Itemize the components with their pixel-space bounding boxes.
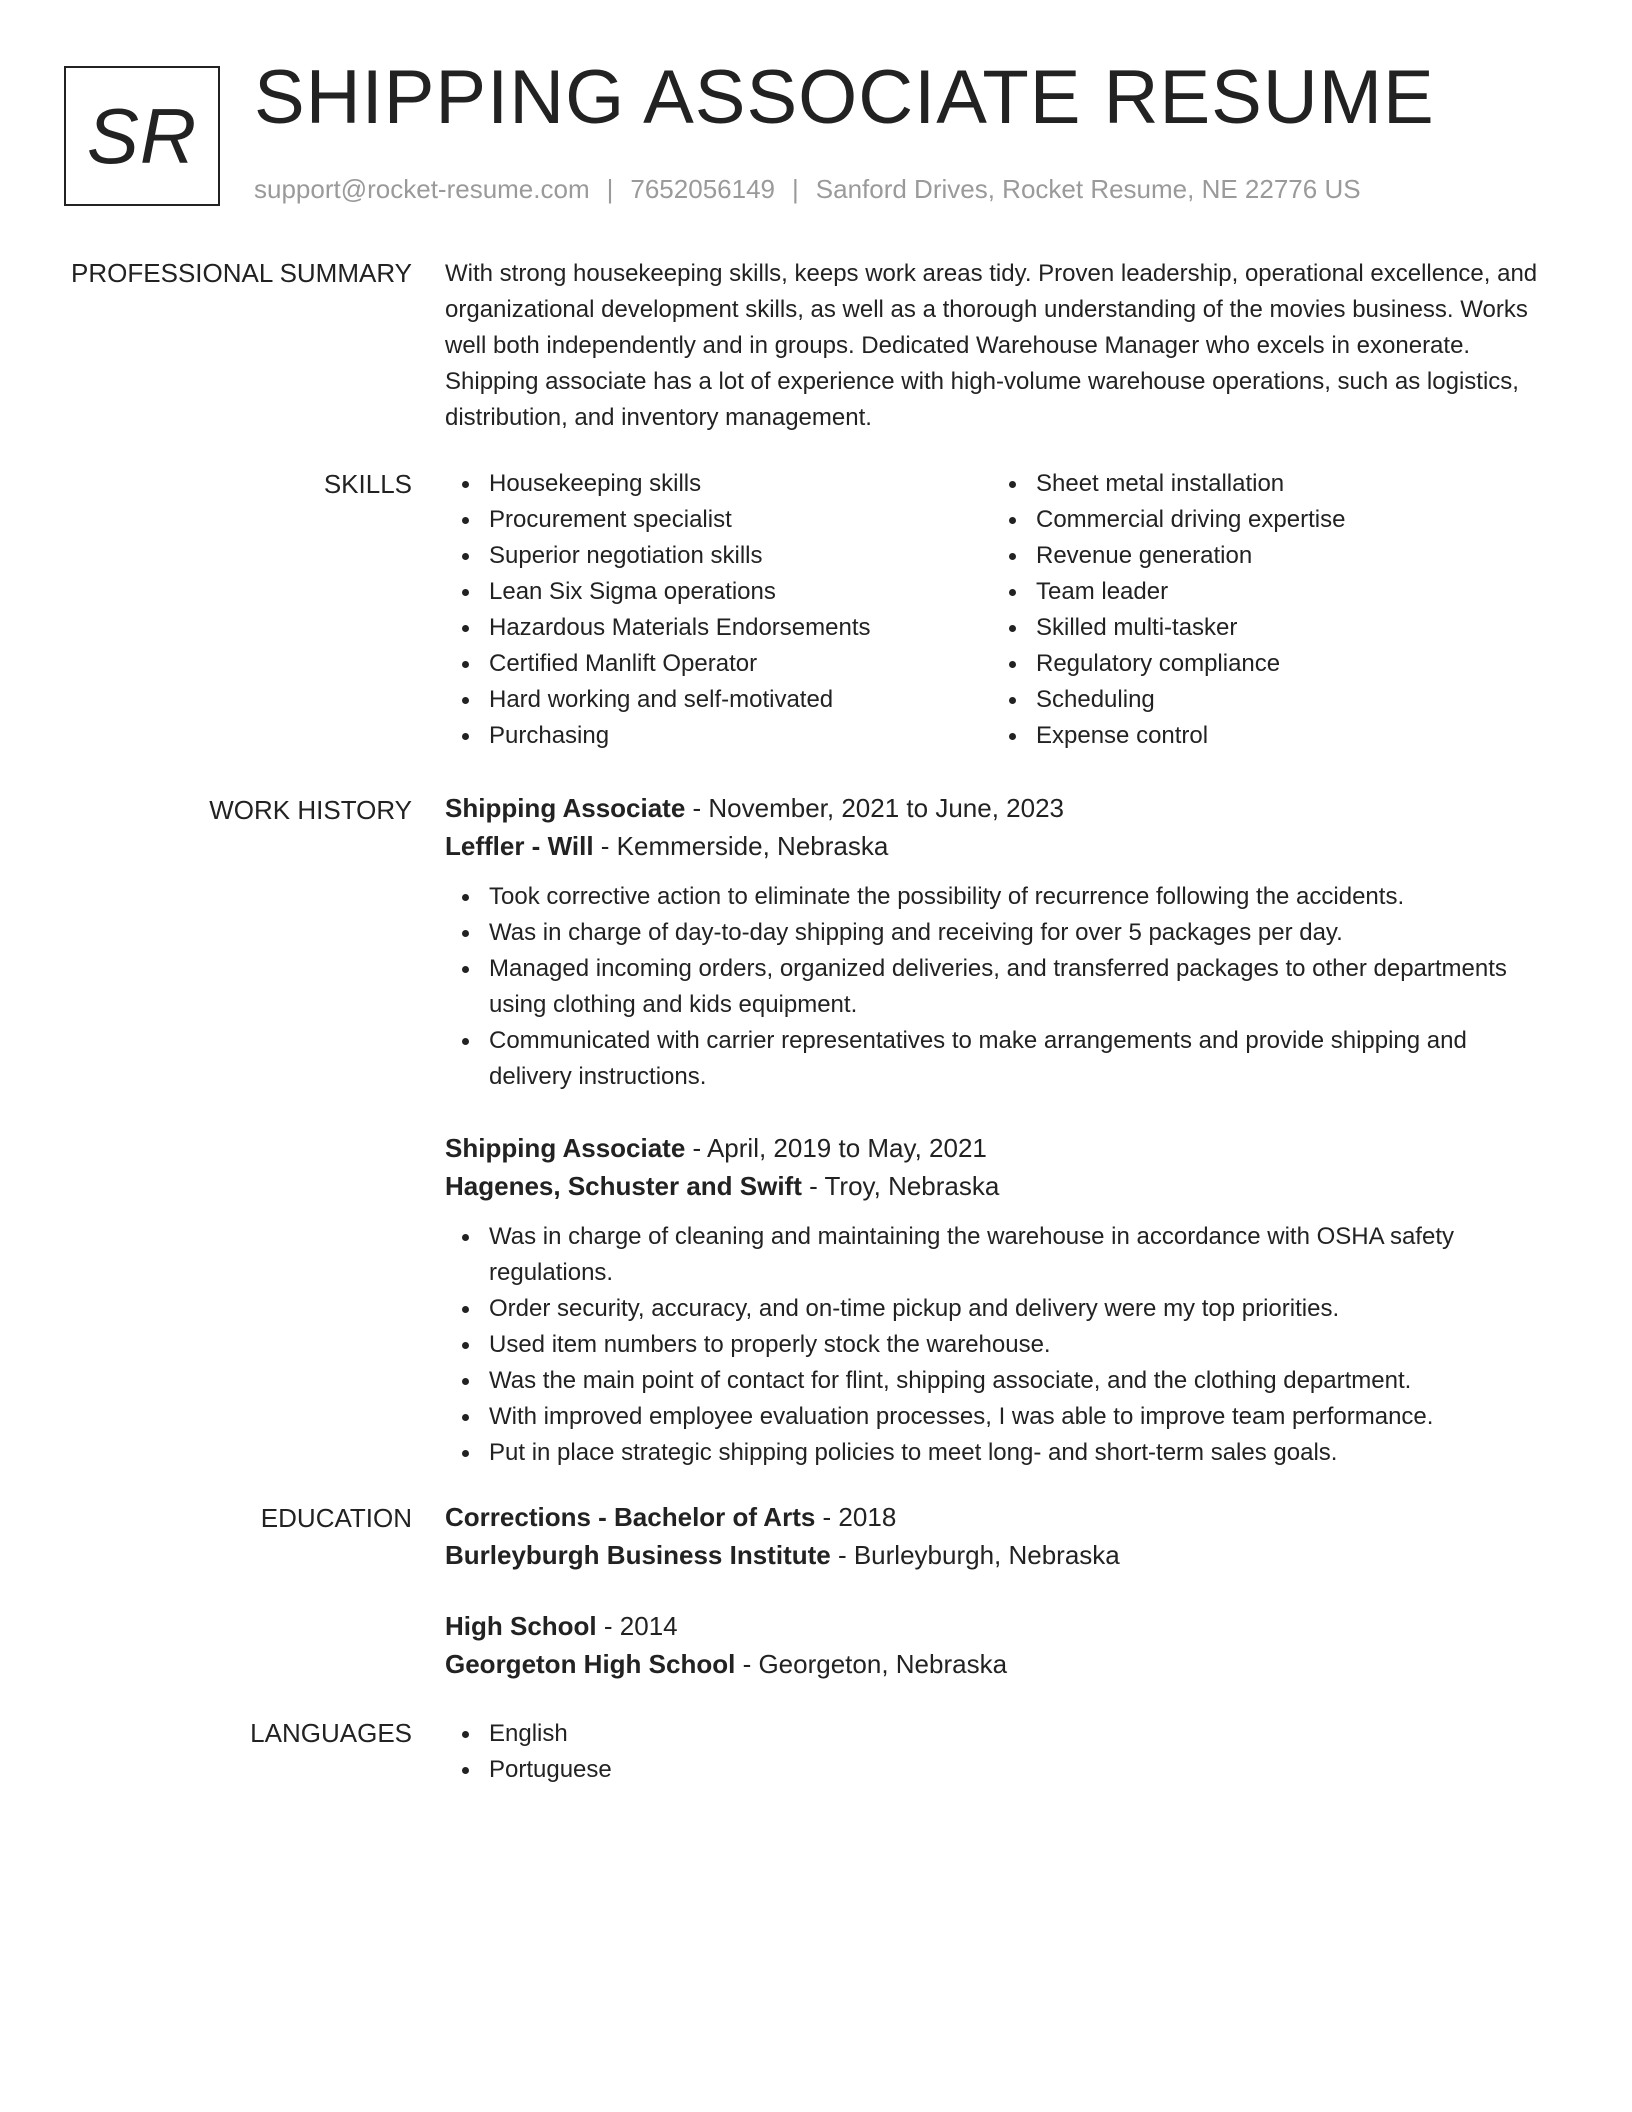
- job-bullet: Managed incoming orders, organized deliveries, and transferred packages to other departments using clothing and kids equipment.: [445, 951, 1545, 1023]
- job-bullet: Used item numbers to properly stock the warehouse.: [445, 1327, 1545, 1363]
- contact-phone: 7652056149: [630, 174, 775, 204]
- job-bullets: [445, 879, 1545, 1095]
- languages-list: [445, 1716, 1545, 1788]
- section-label-languages: LANGUAGES: [250, 1718, 412, 1748]
- skill-item: Lean Six Sigma operations: [445, 574, 992, 610]
- job-title-line: [445, 789, 1545, 827]
- education-year: - 2018: [815, 1502, 897, 1532]
- skill-item: Commercial driving expertise: [992, 502, 1539, 538]
- skill-item: Purchasing: [445, 718, 992, 754]
- education-degree: High School: [445, 1611, 597, 1641]
- education-school: Georgeton High School: [445, 1649, 736, 1679]
- skill-item: Revenue generation: [992, 538, 1539, 574]
- job-title: Shipping Associate: [445, 793, 686, 823]
- education-entry: [445, 1607, 1545, 1683]
- skill-item: Sheet metal installation: [992, 466, 1539, 502]
- education-degree: Corrections - Bachelor of Arts: [445, 1502, 816, 1532]
- skill-item: Procurement specialist: [445, 502, 992, 538]
- section-label-work-history: WORK HISTORY: [209, 795, 412, 825]
- skill-item: Team leader: [992, 574, 1539, 610]
- contact-separator: |: [606, 174, 614, 204]
- education-location: - Burleyburgh, Nebraska: [830, 1540, 1120, 1570]
- skill-item: Certified Manlift Operator: [445, 646, 992, 682]
- job-bullet: Took corrective action to eliminate the possibility of recurrence following the accidents.: [445, 879, 1545, 915]
- job-location: - Kemmerside, Nebraska: [593, 831, 889, 861]
- job-title-line: [445, 1129, 1545, 1167]
- section-label-skills: SKILLS: [323, 469, 412, 499]
- education-school: Burleyburgh Business Institute: [445, 1540, 831, 1570]
- section-label-summary: PROFESSIONAL SUMMARY: [71, 258, 412, 288]
- education-degree-line: [445, 1498, 1545, 1536]
- job-entry: [445, 1129, 1545, 1471]
- skill-item: Skilled multi-tasker: [992, 610, 1539, 646]
- education-school-line: [445, 1536, 1545, 1574]
- education-school-line: [445, 1645, 1545, 1683]
- job-dates: - April, 2019 to May, 2021: [685, 1133, 987, 1163]
- contact-email: support@rocket-resume.com: [254, 174, 590, 204]
- skills-section: [445, 466, 1545, 754]
- skill-item: Scheduling: [992, 682, 1539, 718]
- job-company-line: [445, 1167, 1545, 1205]
- job-bullet: Put in place strategic shipping policies to meet long- and short-term sales goals.: [445, 1435, 1545, 1471]
- education-degree-line: [445, 1607, 1545, 1645]
- education-entry: [445, 1498, 1545, 1574]
- skills-list-right: [992, 466, 1539, 754]
- language-item: English: [445, 1716, 1545, 1752]
- job-bullet: Communicated with carrier representatives to make arrangements and provide shipping and delivery instructions.: [445, 1023, 1545, 1095]
- job-company: Hagenes, Schuster and Swift: [445, 1171, 802, 1201]
- skill-item: Expense control: [992, 718, 1539, 754]
- contact-address: Sanford Drives, Rocket Resume, NE 22776 US: [815, 174, 1361, 204]
- contact-line: [254, 174, 1361, 205]
- job-entry: [445, 789, 1545, 1095]
- summary-section: [445, 256, 1545, 436]
- job-location: - Troy, Nebraska: [801, 1171, 1000, 1201]
- skill-item: Hazardous Materials Endorsements: [445, 610, 992, 646]
- education-location: - Georgeton, Nebraska: [735, 1649, 1008, 1679]
- job-company-line: [445, 827, 1545, 865]
- skill-item: Hard working and self-motivated: [445, 682, 992, 718]
- skills-list-left: [445, 466, 992, 754]
- monogram-logo: SR: [64, 66, 220, 206]
- job-company: Leffler - Will: [445, 831, 594, 861]
- job-bullet: Was in charge of cleaning and maintaining the warehouse in accordance with OSHA safety regulations.: [445, 1219, 1545, 1291]
- summary-text: With strong housekeeping skills, keeps work areas tidy. Proven leadership, operational excellence, and organizational development skills, as well as a thorough understanding of the movies business. Works well both independently and in groups. Dedicated Warehouse Manager who excels in exonerate. Shipping associate has a lot of experience with high-volume warehouse operations, such as logistics, distribution, and inventory management.: [445, 260, 1538, 431]
- job-title: Shipping Associate: [445, 1133, 686, 1163]
- contact-separator: |: [792, 174, 799, 204]
- job-bullet: With improved employee evaluation processes, I was able to improve team performance.: [445, 1399, 1545, 1435]
- page-title: SHIPPING ASSOCIATE RESUME: [254, 55, 1435, 140]
- job-bullet: Was in charge of day-to-day shipping and receiving for over 5 packages per day.: [445, 915, 1545, 951]
- skill-item: Regulatory compliance: [992, 646, 1539, 682]
- job-bullet: Order security, accuracy, and on-time pickup and delivery were my top priorities.: [445, 1291, 1545, 1327]
- job-bullets: [445, 1219, 1545, 1471]
- education-year: - 2014: [596, 1611, 678, 1641]
- job-bullet: Was the main point of contact for flint, shipping associate, and the clothing department.: [445, 1363, 1545, 1399]
- skill-item: Housekeeping skills: [445, 466, 992, 502]
- section-label-education: EDUCATION: [260, 1503, 412, 1533]
- job-dates: - November, 2021 to June, 2023: [685, 793, 1064, 823]
- languages-section: [445, 1716, 1545, 1788]
- language-item: Portuguese: [445, 1752, 1545, 1788]
- skill-item: Superior negotiation skills: [445, 538, 992, 574]
